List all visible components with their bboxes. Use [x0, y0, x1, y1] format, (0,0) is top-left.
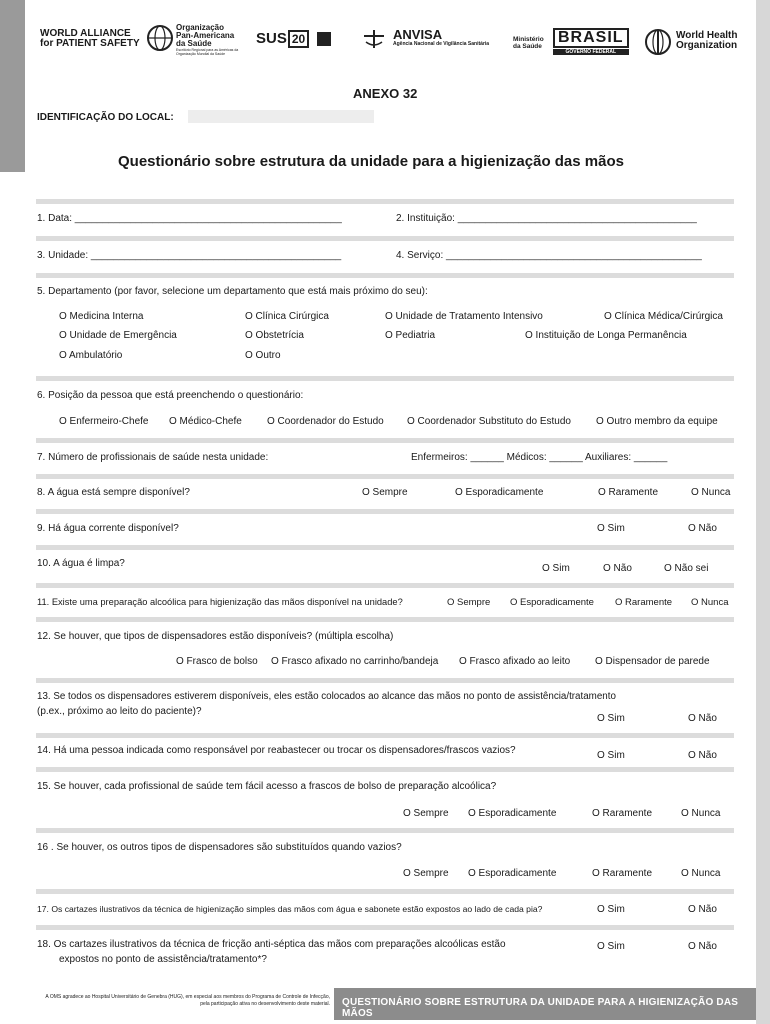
separator — [36, 583, 734, 588]
q18-option[interactable]: O Não — [688, 941, 717, 952]
q17-text: 17. Os cartazes ilustrativos da técnica de higienização simples das mãos com água e sabonete estão expostos ao lado de cada pia? — [37, 904, 543, 914]
q16-option[interactable]: O Sempre — [403, 868, 449, 879]
q15-option[interactable]: O Raramente — [592, 808, 653, 819]
q6-option[interactable]: O Coordenador do Estudo — [267, 416, 384, 427]
separator — [36, 438, 734, 443]
separator — [36, 236, 734, 241]
opas-line2: Pan-Americana — [176, 31, 235, 40]
q6-option[interactable]: O Enfermeiro-Chefe — [59, 416, 149, 427]
logo-sus — [256, 30, 331, 48]
q12-option[interactable]: O Frasco afixado ao leito — [459, 656, 571, 667]
opas-subtitle: Escritório Regional para as Américas da Organização Mundial da Saúde — [176, 48, 239, 56]
who-line1: World Health — [676, 30, 738, 41]
q3-unit-field[interactable]: 3. Unidade: _____________________________________________ — [37, 250, 342, 261]
q4-service-field[interactable]: 4. Serviço: ______________________________________________ — [396, 250, 702, 261]
q16-text: 16 . Se houver, os outros tipos de dispensadores são substituídos quando vazios? — [37, 842, 402, 853]
anvisa-symbol-icon — [360, 28, 388, 50]
sus-text: SUS — [256, 30, 287, 47]
logo-ministerio — [513, 36, 544, 50]
q15-option[interactable]: O Nunca — [681, 808, 721, 819]
q17-option[interactable]: O Não — [688, 904, 717, 915]
q5-option[interactable]: O Clínica Cirúrgica — [245, 311, 329, 322]
opas-line1: Organização — [176, 23, 225, 32]
id-field[interactable] — [188, 110, 374, 123]
q11-option[interactable]: O Nunca — [691, 597, 729, 608]
q12-option[interactable]: O Frasco de bolso — [176, 656, 258, 667]
separator — [36, 199, 734, 204]
q18-option[interactable]: O Sim — [597, 941, 625, 952]
q5-option[interactable]: O Clínica Médica/Cirúrgica — [604, 311, 723, 322]
q13-text: 13. Se todos os dispensadores estiverem disponíveis, eles estão colocados ao alcance das mãos no ponto de assistência/tratamento — [37, 691, 616, 702]
q11-option[interactable]: O Esporadicamente — [510, 597, 594, 608]
ministerio-line2: da Saúde — [513, 43, 542, 50]
wap-line1: WORLD ALLIANCE — [40, 28, 131, 39]
q12-text: 12. Se houver, que tipos de dispensadores estão disponíveis? (múltipla escolha) — [37, 631, 394, 642]
q9-text: 9. Há água corrente disponível? — [37, 523, 179, 534]
q12-option[interactable]: O Dispensador de parede — [595, 656, 710, 667]
opas-line3: da Saúde — [176, 39, 212, 48]
separator — [36, 545, 734, 550]
separator — [36, 889, 734, 894]
q5-option[interactable]: O Unidade de Emergência — [59, 330, 177, 341]
separator — [36, 273, 734, 278]
q16-option[interactable]: O Nunca — [681, 868, 721, 879]
q10-option[interactable]: O Não — [603, 563, 632, 574]
separator — [36, 828, 734, 833]
q13-option[interactable]: O Não — [688, 713, 717, 724]
q5-text: 5. Departamento (por favor, selecione um departamento que está mais próximo do seu): — [37, 286, 428, 297]
q10-option[interactable]: O Sim — [542, 563, 570, 574]
q13-text-cont: (p.ex., próximo ao leito do paciente)? — [37, 706, 202, 717]
left-margin-bar — [0, 0, 25, 172]
q18-text: 18. Os cartazes ilustrativos da técnica de fricção anti-séptica das mãos com preparações alcoólicas estão — [37, 939, 506, 950]
q5-option[interactable]: O Unidade de Tratamento Intensivo — [385, 311, 543, 322]
separator — [36, 474, 734, 479]
q6-option[interactable]: O Coordenador Substituto do Estudo — [407, 416, 571, 427]
q8-option[interactable]: O Esporadicamente — [455, 487, 544, 498]
logo-world-alliance — [40, 29, 140, 49]
anvisa-title: ANVISA — [393, 27, 443, 42]
wap-line2: for PATIENT SAFETY — [40, 38, 140, 49]
q5-option[interactable]: O Pediatria — [385, 330, 436, 341]
q15-option[interactable]: O Esporadicamente — [468, 808, 557, 819]
q8-option[interactable]: O Raramente — [598, 487, 659, 498]
id-label: IDENTIFICAÇÃO DO LOCAL: — [37, 112, 174, 123]
q8-option[interactable]: O Sempre — [362, 487, 408, 498]
brasil-subtitle: GOVERNO FEDERAL — [553, 49, 629, 55]
q2-institution-field[interactable]: 2. Instituição: ___________________________________________ — [396, 213, 697, 224]
q13-option[interactable]: O Sim — [597, 713, 625, 724]
opas-globe-icon — [146, 24, 174, 54]
right-margin-bar — [756, 0, 770, 1024]
q8-option[interactable]: O Nunca — [691, 487, 731, 498]
q5-option[interactable]: O Medicina Interna — [59, 311, 144, 322]
anvisa-subtitle: Agência Nacional de Vigilância Sanitária — [393, 41, 490, 47]
separator — [36, 767, 734, 772]
q9-option[interactable]: O Sim — [597, 523, 625, 534]
q5-option[interactable]: O Instituição de Longa Permanência — [525, 330, 687, 341]
brasil-text: BRASIL — [553, 28, 629, 48]
q9-option[interactable]: O Não — [688, 523, 717, 534]
q5-option[interactable]: O Outro — [245, 350, 281, 361]
footer-acknowledgement: A OMS agradece ao Hospital Universitário de Genebra (HUG), em especial aos membros do Programa de Controle de Infecção, pela participação ativa no desenvolvimento deste material. — [45, 994, 330, 1007]
who-emblem-icon — [643, 28, 673, 56]
separator — [36, 925, 734, 930]
q15-text: 15. Se houver, cada profissional de saúde tem fácil acesso a frascos de bolso de preparação alcoólica? — [37, 781, 497, 792]
footer-title: QUESTIONÁRIO SOBRE ESTRUTURA DA UNIDADE PARA A HIGIENIZAÇÃO DAS MÃOS — [342, 997, 739, 1019]
q18-text-cont: expostos no ponto de assistência/tratamento*? — [59, 954, 267, 965]
separator — [36, 617, 734, 622]
q15-option[interactable]: O Sempre — [403, 808, 449, 819]
who-line2: Organization — [676, 40, 738, 51]
q11-option[interactable]: O Raramente — [615, 597, 673, 608]
separator — [36, 376, 734, 381]
q12-option[interactable]: O Frasco afixado no carrinho/bandeja — [271, 656, 439, 667]
ministerio-line1: Ministério — [513, 36, 544, 43]
q10-option[interactable]: O Não sei — [664, 563, 709, 574]
q16-option[interactable]: O Raramente — [592, 868, 653, 879]
q10-text: 10. A água é limpa? — [37, 558, 125, 569]
q1-date-field[interactable]: 1. Data: ________________________________________________ — [37, 213, 342, 224]
page-title: Questionário sobre estrutura da unidade para a higienização das mãos — [118, 153, 624, 170]
q11-text: 11. Existe uma preparação alcoólica para higienização das mãos disponível na unidade? — [37, 597, 403, 607]
q14-option[interactable]: O Não — [688, 750, 717, 761]
q5-option[interactable]: O Obstetrícia — [245, 330, 304, 341]
q16-option[interactable]: O Esporadicamente — [468, 868, 557, 879]
q7-text: 7. Número de profissionais de saúde nesta unidade: — [37, 452, 269, 463]
q14-option[interactable]: O Sim — [597, 750, 625, 761]
q6-text: 6. Posição da pessoa que está preenchendo o questionário: — [37, 390, 304, 401]
q6-option[interactable]: O Outro membro da equipe — [596, 416, 718, 427]
q14-text: 14. Há uma pessoa indicada como responsável por reabastecer ou trocar os dispensadores/frascos vazios? — [37, 745, 516, 756]
q11-option[interactable]: O Sempre — [447, 597, 491, 608]
q8-text: 8. A água está sempre disponível? — [37, 487, 190, 498]
annex-label: ANEXO 32 — [353, 86, 418, 101]
separator — [36, 509, 734, 514]
q7-count-fields[interactable]: Enfermeiros: ______ Médicos: ______ Auxiliares: ______ — [411, 452, 668, 463]
separator — [36, 678, 734, 683]
separator — [36, 733, 734, 738]
logo-brasil — [553, 28, 629, 55]
sus-number: 20 — [288, 30, 309, 48]
q17-option[interactable]: O Sim — [597, 904, 625, 915]
q6-option[interactable]: O Médico-Chefe — [169, 416, 242, 427]
q5-option[interactable]: O Ambulatório — [59, 350, 123, 361]
sus-cross-icon — [317, 32, 331, 46]
